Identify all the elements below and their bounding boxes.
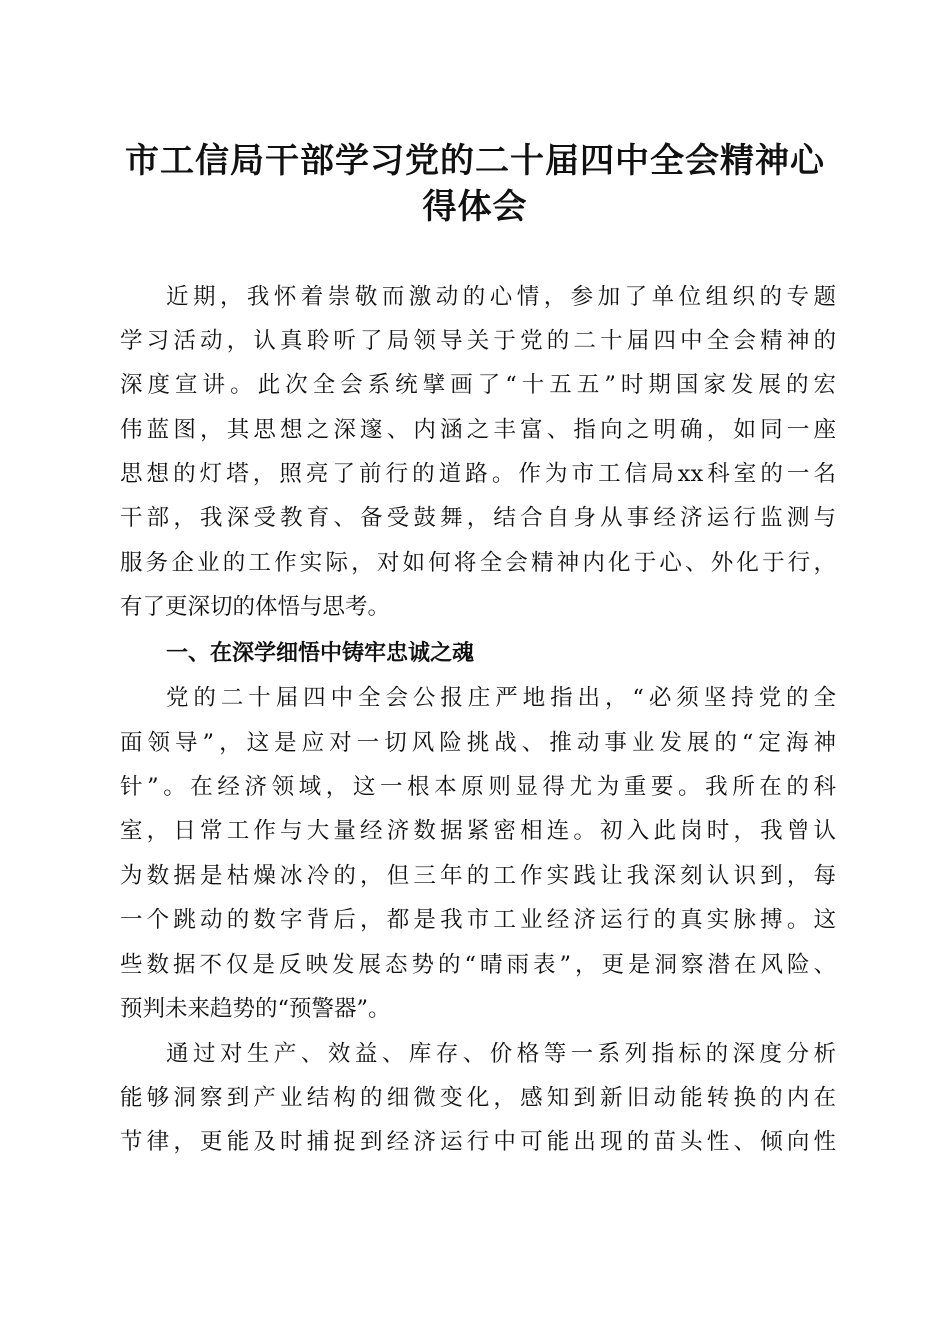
paragraph-2-line-6: 一个跳动的数字背后，都是我市工业经济运行的真实脉搏。这 (120, 907, 836, 933)
paragraph-1-line-3: 深度宣讲。此次全会系统擘画了“十五五”时期国家发展的宏 (120, 372, 836, 398)
document-title-line-1: 市工信局干部学习党的二十届四中全会精神心 (125, 141, 825, 181)
paragraph-2-line-2: 面领导”，这是应对一切风险挑战、推动事业发展的“定海神 (120, 730, 836, 756)
paragraph-2-line-8: 预判未来趋势的“预警器”。 (120, 996, 391, 1022)
paragraph-1-line-2: 学习活动，认真聆听了局领导关于党的二十届四中全会精神的 (120, 328, 836, 354)
paragraph-2-line-7: 些数据不仅是反映发展态势的“晴雨表”，更是洞察潜在风险、 (120, 952, 836, 978)
paragraph-2-line-1: 党的二十届四中全会公报庄严地指出，“必须坚持党的全 (166, 685, 836, 711)
paragraph-1-line-5: 思想的灯塔，照亮了前行的道路。作为市工信局xx科室的一名 (120, 461, 836, 487)
paragraph-3-line-3: 节律，更能及时捕捉到经济运行中可能出现的苗头性、倾向性 (120, 1129, 836, 1155)
paragraph-1-line-7: 服务企业的工作实际，对如何将全会精神内化于心、外化于行， (120, 550, 836, 576)
section-heading: 一、在深学细悟中铸牢忠诚之魂 (166, 641, 475, 666)
paragraph-1-line-4: 伟蓝图，其思想之深邃、内涵之丰富、指向之明确，如同一座 (120, 417, 836, 443)
paragraph-2-line-5: 为数据是枯燥冰冷的，但三年的工作实践让我深刻认识到，每 (120, 863, 836, 889)
paragraph-1-line-8: 有了更深切的体悟与思考。 (120, 594, 391, 620)
paragraph-3-line-1: 通过对生产、效益、库存、价格等一系列指标的深度分析 (166, 1041, 836, 1067)
document-title-line-2: 得体会 (422, 187, 528, 227)
paragraph-2-line-4: 室，日常工作与大量经济数据紧密相连。初入此岗时，我曾认 (120, 818, 836, 844)
paragraph-1-line-1: 近期，我怀着崇敬而激动的心情，参加了单位组织的专题 (166, 284, 836, 310)
paragraph-2-line-3: 针”。在经济领域，这一根本原则显得尤为重要。我所在的科 (120, 774, 836, 800)
paragraph-1-line-6: 干部，我深受教育、备受鼓舞，结合自身从事经济运行监测与 (120, 505, 836, 531)
paragraph-3-line-2: 能够洞察到产业结构的细微变化，感知到新旧动能转换的内在 (120, 1085, 836, 1111)
